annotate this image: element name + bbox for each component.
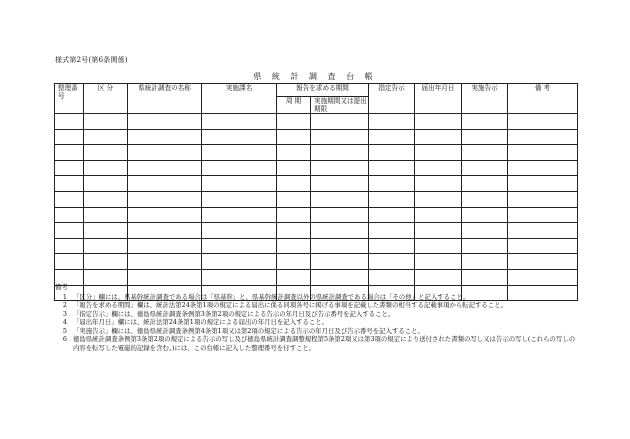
table-cell: [202, 176, 277, 192]
header-report-period: 報告を求める期間: [277, 84, 369, 97]
table-cell: [128, 207, 202, 223]
table-cell: [369, 223, 415, 239]
table-cell: [415, 114, 462, 130]
table-cell: [508, 114, 578, 130]
table-cell: [369, 129, 415, 145]
table-cell: [462, 129, 508, 145]
note-text: 「届出年月日」欄には、統計法第24条第1項の規定による届出の年月日を記入すること。: [73, 318, 329, 326]
table-cell: [415, 176, 462, 192]
table-cell: [55, 176, 84, 192]
table-cell: [84, 238, 128, 254]
notes-heading: 備考: [55, 283, 68, 291]
table-cell: [462, 254, 508, 270]
notes-list: [55, 293, 577, 353]
table-cell: [128, 176, 202, 192]
table-cell: [277, 129, 311, 145]
table-cell: [84, 160, 128, 176]
table-cell: [202, 223, 277, 239]
table-cell: [277, 223, 311, 239]
table-row: [55, 254, 578, 270]
note-item: [55, 318, 577, 327]
header-department: 実施課名: [202, 84, 277, 114]
table-cell: [462, 207, 508, 223]
table-cell: [84, 223, 128, 239]
table-cell: [202, 191, 277, 207]
table-cell: [508, 129, 578, 145]
note-item: [55, 335, 577, 352]
header-period: 周 期: [277, 97, 311, 114]
table-cell: [462, 238, 508, 254]
table-cell: [462, 160, 508, 176]
note-text: 「報告を求める期間」欄は、統計法第24条第1項の規定による届出に係る同項各号に掲げる事項を記載した書類の相当する記載事項から転記すること。: [73, 301, 507, 309]
table-row: [55, 191, 578, 207]
table-cell: [128, 223, 202, 239]
table-cell: [202, 207, 277, 223]
note-number: 6: [62, 335, 67, 343]
table-cell: [277, 254, 311, 270]
table-cell: [202, 114, 277, 130]
table-cell: [311, 129, 369, 145]
table-cell: [202, 145, 277, 161]
table-cell: [277, 160, 311, 176]
table-cell: [369, 160, 415, 176]
table-cell: [508, 207, 578, 223]
table-cell: [415, 160, 462, 176]
table-cell: [55, 238, 84, 254]
note-item: [55, 310, 577, 319]
table-cell: [369, 207, 415, 223]
note-item: [55, 293, 577, 302]
table-cell: [462, 145, 508, 161]
table-cell: [415, 207, 462, 223]
header-category: 区 分: [84, 84, 128, 114]
header-implementation-notice: 実施告示: [462, 84, 508, 114]
note-text: 徳島県統計調査条例第3条第2項の規定による告示の写し及び徳島県統計調査調整規程第5条第2項又は第3項の規定により送付された書類の写し又は告示の写し(これらの写しの内容を転写した電磁的記録を含む。)には、この台帳に記入した整理番号を付すこと。: [73, 335, 576, 352]
table-row: [55, 223, 578, 239]
table-cell: [55, 254, 84, 270]
header-remarks: 備 考: [508, 84, 578, 114]
table-cell: [462, 176, 508, 192]
table-cell: [369, 254, 415, 270]
table-cell: [311, 254, 369, 270]
table-cell: [128, 129, 202, 145]
table-row: [55, 207, 578, 223]
table-cell: [277, 176, 311, 192]
table-cell: [415, 238, 462, 254]
table-cell: [277, 145, 311, 161]
table-cell: [128, 145, 202, 161]
table-cell: [462, 114, 508, 130]
ledger-title: 県 統 計 調 査 台 帳: [253, 72, 377, 81]
table-cell: [55, 129, 84, 145]
table-cell: [55, 207, 84, 223]
table-row: [55, 129, 578, 145]
table-cell: [55, 145, 84, 161]
table-cell: [128, 191, 202, 207]
table-cell: [508, 254, 578, 270]
table-cell: [128, 238, 202, 254]
header-filing-date: 届出年月日: [415, 84, 462, 114]
table-cell: [508, 238, 578, 254]
note-item: [55, 301, 577, 310]
table-cell: [84, 129, 128, 145]
header-number: 整理番号: [55, 84, 84, 114]
table-cell: [128, 114, 202, 130]
table-cell: [415, 223, 462, 239]
table-cell: [84, 176, 128, 192]
table-cell: [369, 145, 415, 161]
table-cell: [311, 176, 369, 192]
table-row: [55, 176, 578, 192]
table-cell: [462, 191, 508, 207]
table-cell: [415, 145, 462, 161]
table-row: [55, 114, 578, 130]
notes-section: [55, 283, 577, 352]
table-cell: [55, 191, 84, 207]
table-row: [55, 160, 578, 176]
table-cell: [84, 207, 128, 223]
note-number: 5: [62, 326, 67, 335]
table-cell: [311, 145, 369, 161]
table-cell: [202, 129, 277, 145]
note-text: 「区分」欄には、県基幹統計調査である場合は「県基幹」と、県基幹統計調査以外の県統計調査である場合は「その他」と記入すること。: [73, 292, 470, 301]
header-notice: 指定告示: [369, 84, 415, 114]
table-cell: [508, 191, 578, 207]
table-cell: [128, 160, 202, 176]
table-cell: [202, 238, 277, 254]
table-cell: [277, 114, 311, 130]
table-cell: [311, 207, 369, 223]
table-cell: [202, 254, 277, 270]
table-cell: [84, 191, 128, 207]
note-text: 「指定告示」欄には、徳島県統計調査条例第3条第2項の規定による告示の年月日及び告示番号を記入すること。: [73, 309, 395, 318]
table-cell: [55, 114, 84, 130]
table-cell: [128, 254, 202, 270]
table-cell: [369, 238, 415, 254]
note-number: 2: [62, 301, 67, 309]
table-cell: [311, 114, 369, 130]
header-survey-name: 県統計調査の名称: [128, 84, 202, 114]
table-cell: [415, 254, 462, 270]
table-cell: [277, 207, 311, 223]
table-row: [55, 145, 578, 161]
table-cell: [55, 160, 84, 176]
table-cell: [84, 114, 128, 130]
table-cell: [202, 160, 277, 176]
header-implementation-period: 実施期間又は提出期限: [311, 97, 369, 114]
table-cell: [462, 223, 508, 239]
table-cell: [369, 191, 415, 207]
table-cell: [369, 176, 415, 192]
table-cell: [84, 145, 128, 161]
table-cell: [311, 191, 369, 207]
table-cell: [55, 223, 84, 239]
note-text: 「実施告示」欄には、徳島県統計調査条例第4条第1項又は第2項の規定による告示の年月日及び告示番号を記入すること。: [73, 326, 424, 335]
table-cell: [415, 191, 462, 207]
form-label: 様式第2号(第6条関係): [55, 56, 128, 64]
table-cell: [84, 254, 128, 270]
table-cell: [415, 129, 462, 145]
table-cell: [508, 145, 578, 161]
table-cell: [311, 223, 369, 239]
table-cell: [508, 176, 578, 192]
note-item: [55, 327, 577, 336]
table-cell: [311, 238, 369, 254]
note-number: 1: [62, 292, 67, 301]
table-cell: [369, 114, 415, 130]
note-number: 3: [62, 309, 67, 318]
ledger-body: [55, 114, 578, 301]
ledger-table: [54, 83, 578, 301]
table-cell: [508, 223, 578, 239]
table-row: [55, 238, 578, 254]
table-cell: [277, 191, 311, 207]
table-cell: [311, 160, 369, 176]
table-cell: [508, 160, 578, 176]
note-number: 4: [62, 318, 67, 326]
table-cell: [277, 238, 311, 254]
